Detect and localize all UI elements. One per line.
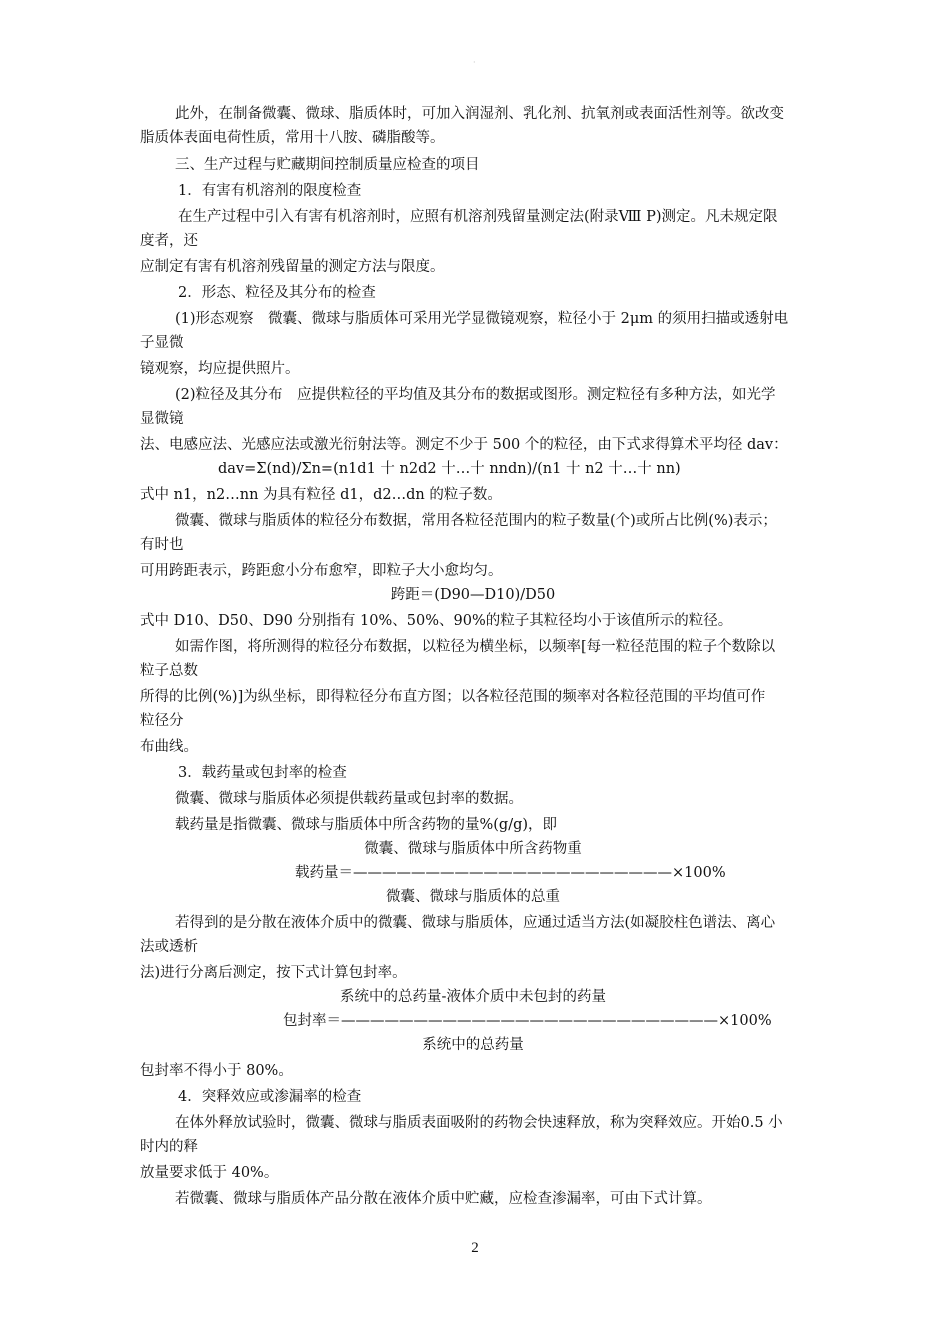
text-line: 式中 n1，n2…nn 为具有粒径 d1，d2…dn 的粒子数。 — [140, 487, 502, 503]
text-line: 镜观察，均应提供照片。 — [140, 361, 300, 377]
text-line: 法)进行分离后测定，按下式计算包封率。 — [140, 965, 407, 981]
formula-drug-loading: 载药量＝——————————————————————×100% — [295, 865, 726, 881]
text-line: 放量要求低于 40%。 — [140, 1165, 279, 1181]
text-line: 包封率不得小于 80%。 — [140, 1063, 293, 1079]
text-line: 法或透析 — [140, 939, 198, 955]
subsection-heading: 2．形态、粒径及其分布的检查 — [178, 285, 376, 301]
formula-denominator: 系统中的总药量 — [422, 1037, 524, 1053]
text-line: 脂质体表面电荷性质，常用十八胺、磷脂酸等。 — [140, 130, 445, 146]
text-line: 此外，在制备微囊、微球、脂质体时，可加入润湿剂、乳化剂、抗氧剂或表面活性剂等。欲改变 — [175, 106, 784, 122]
formula-dav: dav=Σ(nd)/Σn=(n1d1 十 n2d2 十…十 nndn)/(n1 十 n2 十…十 nn) — [218, 461, 681, 477]
text-line: 微囊、微球与脂质体的粒径分布数据，常用各粒径范围内的粒子数量(个)或所占比例(%)表示； — [175, 513, 777, 529]
text-line: 式中 D10、D50、D90 分别指有 10%、50%、90%的粒子其粒径均小于该值所示的粒径。 — [140, 613, 733, 629]
text-line: 粒径分 — [140, 713, 184, 729]
text-line: 可用跨距表示，跨距愈小分布愈窄，即粒子大小愈均匀。 — [140, 563, 503, 579]
text-line: 若得到的是分散在液体介质中的微囊、微球与脂质体，应通过适当方法(如凝胶柱色谱法、离心 — [175, 915, 776, 931]
text-line: 如需作图，将所测得的粒径分布数据，以粒径为横坐标，以频率[每一粒径范围的粒子个数除以 — [175, 639, 776, 655]
text-line: 粒子总数 — [140, 663, 198, 679]
formula-denominator: 微囊、微球与脂质体的总重 — [386, 889, 560, 905]
text-line: 子显微 — [140, 335, 184, 351]
text-line: (2)粒径及其分布 应提供粒径的平均值及其分布的数据或图形。测定粒径有多种方法，如光学 — [175, 387, 776, 403]
text-line: 有时也 — [140, 537, 184, 553]
text-line: (1)形态观察 微囊、微球与脂质体可采用光学显微镜观察，粒径小于 2μm 的须用扫描或透射电 — [175, 311, 789, 327]
subsection-heading: 3．载药量或包封率的检查 — [178, 765, 347, 781]
text-line: 微囊、微球与脂质体必须提供载药量或包封率的数据。 — [175, 791, 523, 807]
subsection-heading: 1．有害有机溶剂的限度检查 — [178, 183, 362, 199]
formula-numerator: 微囊、微球与脂质体中所含药物重 — [364, 841, 582, 857]
subsection-heading: 4．突释效应或渗漏率的检查 — [178, 1089, 362, 1105]
text-line: 布曲线。 — [140, 739, 198, 755]
header-mark: · — [473, 58, 476, 67]
formula-numerator: 系统中的总药量-液体介质中未包封的药量 — [340, 989, 606, 1005]
text-line: 所得的比例(%)]为纵坐标，即得粒径分布直方图；以各粒径范围的频率对各粒径范围的平均值可作 — [140, 689, 766, 705]
text-line: 法、电感应法、光感应法或激光衍射法等。测定不少于 500 个的粒径，由下式求得算术平均径 dav： — [140, 437, 788, 453]
text-line: 应制定有害有机溶剂残留量的测定方法与限度。 — [140, 259, 445, 275]
text-line: 在生产过程中引入有害有机溶剂时，应照有机溶剂残留量测定法(附录Ⅷ P)测定。凡未规定限 — [178, 209, 778, 225]
text-line: 显微镜 — [140, 411, 184, 427]
text-line: 在体外释放试验时，微囊、微球与脂质表面吸附的药物会快速释放，称为突释效应。开始0.5 小 — [175, 1115, 783, 1131]
formula-span: 跨距＝(D90—D10)/D50 — [390, 587, 556, 603]
page-number: 2 — [471, 1240, 479, 1256]
formula-encapsulation: 包封率＝——————————————————————————×100% — [283, 1013, 772, 1029]
text-line: 若微囊、微球与脂质体产品分散在液体介质中贮藏，应检查渗漏率，可由下式计算。 — [175, 1191, 712, 1207]
text-line: 载药量是指微囊、微球与脂质体中所含药物的量%(g/g)，即 — [175, 817, 558, 833]
text-line: 时内的释 — [140, 1139, 198, 1155]
text-line: 度者，还 — [140, 233, 198, 249]
section-heading: 三、生产过程与贮藏期间控制质量应检查的项目 — [175, 157, 480, 173]
